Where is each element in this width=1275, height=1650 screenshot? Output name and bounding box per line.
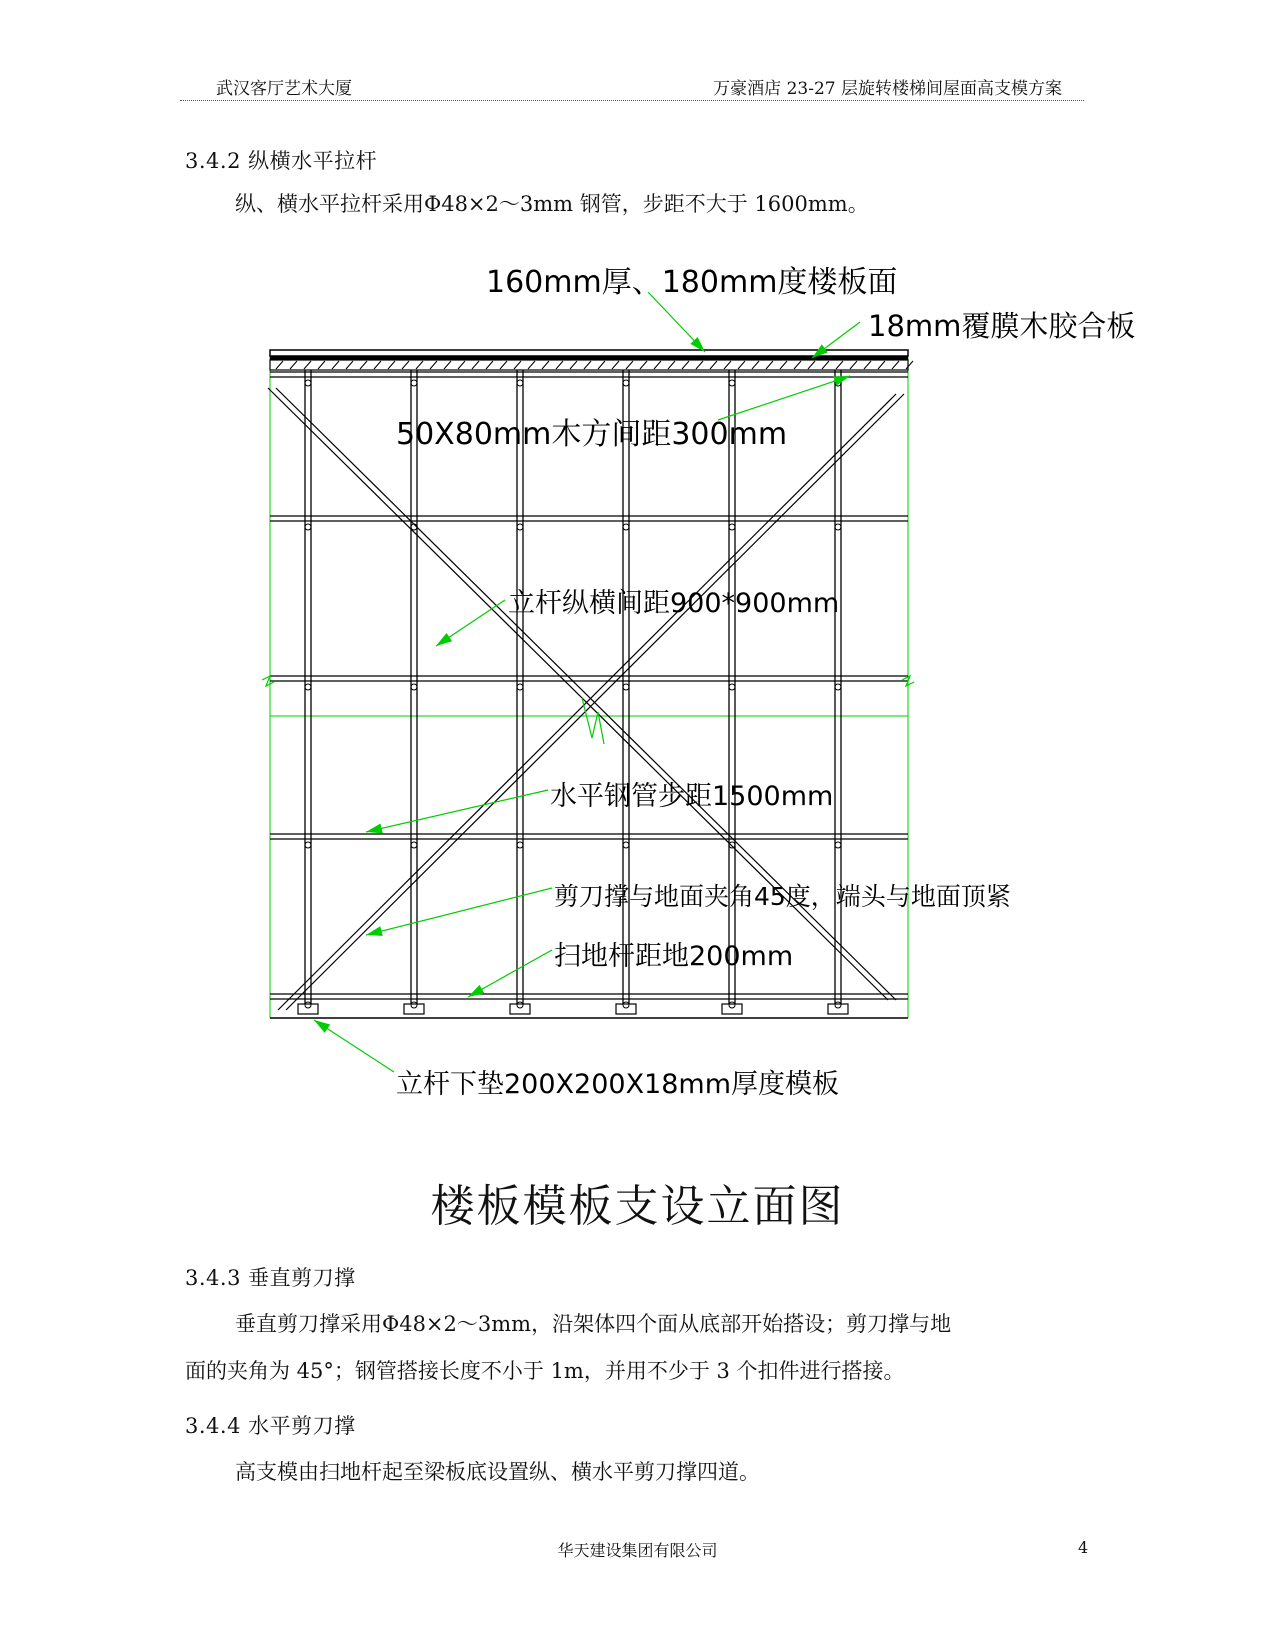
clamp xyxy=(305,842,311,848)
joist-hatch xyxy=(290,361,297,369)
joist-hatch xyxy=(388,361,395,369)
joist-hatch xyxy=(864,361,871,369)
joist-hatch xyxy=(458,361,465,369)
joist-hatch xyxy=(710,361,717,369)
clamp xyxy=(623,842,629,848)
clamp xyxy=(623,684,629,690)
joist-hatch xyxy=(332,361,339,369)
page-number: 4 xyxy=(1078,1538,1089,1557)
joist-hatch xyxy=(612,361,619,369)
leader-joist xyxy=(718,376,850,420)
label-slab: 160mm厚、180mm度楼板面 xyxy=(486,265,898,300)
clamp xyxy=(517,524,523,530)
joist-hatch xyxy=(570,361,577,369)
joist-hatch xyxy=(514,361,521,369)
pole-pad-1 xyxy=(298,1004,318,1014)
slab-surface xyxy=(270,350,908,356)
clamp xyxy=(411,1002,417,1008)
clamp xyxy=(729,842,735,848)
label-pad: 立杆下垫200X200X18mm厚度模板 xyxy=(396,1069,840,1100)
clamp xyxy=(623,1002,629,1008)
joist-hatch xyxy=(682,361,689,369)
clamp xyxy=(305,684,311,690)
joist-hatch xyxy=(304,361,311,369)
joist-hatch xyxy=(486,361,493,369)
clamp xyxy=(729,380,735,386)
section-paragraph-3-4-2: 纵、横水平拉杆采用Φ48×2～3mm 钢管，步距不大于 1600mm。 xyxy=(235,192,869,216)
joist-hatch xyxy=(556,361,563,369)
leader-horizontal-step xyxy=(366,790,548,832)
leader-horizontal-step-arrowhead xyxy=(366,824,383,834)
label-pole-spacing: 立杆纵横间距900*900mm xyxy=(508,588,840,619)
section-heading-3-4-2: 3.4.2 纵横水平拉杆 xyxy=(185,149,378,173)
joist-hatch xyxy=(542,361,549,369)
joist-hatch xyxy=(668,361,675,369)
joist-hatch xyxy=(724,361,731,369)
joist-hatch xyxy=(374,361,381,369)
pole-pad-6 xyxy=(828,1004,848,1014)
joist-hatch xyxy=(402,361,409,369)
clamp xyxy=(411,842,417,848)
joist-hatch xyxy=(696,361,703,369)
clamp xyxy=(517,684,523,690)
joist-hatch xyxy=(752,361,759,369)
joist-hatch xyxy=(500,361,507,369)
pole-pad-5 xyxy=(722,1004,742,1014)
joist-hatch xyxy=(654,361,661,369)
joist-hatch xyxy=(430,361,437,369)
label-sweep: 扫地杆距地200mm xyxy=(554,941,794,972)
leader-sweep-arrowhead xyxy=(468,985,484,997)
clamp xyxy=(411,684,417,690)
clamp xyxy=(835,842,841,848)
joist-hatch xyxy=(416,361,423,369)
label-horizontal-step: 水平钢管步距1500mm xyxy=(550,781,834,812)
joist-hatch xyxy=(794,361,801,369)
section-heading-3-4-4: 3.4.4 水平剪刀撑 xyxy=(185,1414,356,1438)
clamp xyxy=(305,524,311,530)
footer-company: 华天建设集团有限公司 xyxy=(557,1541,718,1560)
label-scissor: 剪刀撑与地面夹角45度，端头与地面顶紧 xyxy=(554,882,1011,911)
break-symbol-center xyxy=(582,698,604,744)
section-heading-3-4-3: 3.4.3 垂直剪刀撑 xyxy=(185,1266,356,1290)
joist-hatch xyxy=(878,361,885,369)
section-paragraph-3-4-3-line1: 垂直剪刀撑采用Φ48×2～3mm，沿架体四个面从底部开始搭设；剪刀撑与地 xyxy=(235,1312,952,1336)
section-paragraph-3-4-3-line2: 面的夹角为 45°；钢管搭接长度不小于 1m，并用不少于 3 个扣件进行搭接。 xyxy=(185,1359,905,1383)
header-left: 武汉客厅艺术大厦 xyxy=(216,79,352,99)
joist-hatch xyxy=(360,361,367,369)
joist-hatch xyxy=(780,361,787,369)
joist-hatch xyxy=(276,361,283,369)
scissor-brace-2-b xyxy=(286,394,904,1010)
label-plywood: 18mm覆膜木胶合板 xyxy=(868,309,1136,343)
joist-layer xyxy=(270,360,908,370)
clamp xyxy=(411,380,417,386)
joist-hatch xyxy=(766,361,773,369)
clamp xyxy=(517,842,523,848)
joist-hatch xyxy=(822,361,829,369)
clamp xyxy=(835,684,841,690)
header-right: 万豪酒店 23-27 层旋转楼梯间屋面高支模方案 xyxy=(713,79,1062,99)
joist-hatch xyxy=(528,361,535,369)
clamp xyxy=(623,380,629,386)
joist-hatch xyxy=(640,361,647,369)
leader-pad-arrowhead xyxy=(314,1020,330,1033)
joist-hatch xyxy=(444,361,451,369)
joist-hatch xyxy=(598,361,605,369)
clamp xyxy=(517,380,523,386)
pole-pad-2 xyxy=(404,1004,424,1014)
joist-hatch xyxy=(892,361,899,369)
clamp xyxy=(729,1002,735,1008)
clamp xyxy=(305,380,311,386)
pole-pad-4 xyxy=(616,1004,636,1014)
clamp xyxy=(729,684,735,690)
joist-hatch xyxy=(906,361,913,369)
joist-hatch xyxy=(850,361,857,369)
pole-pad-3 xyxy=(510,1004,530,1014)
joist-hatch xyxy=(738,361,745,369)
clamp xyxy=(623,524,629,530)
label-joist: 50X80mm木方间距300mm xyxy=(396,417,788,452)
clamp xyxy=(835,1002,841,1008)
joist-hatch xyxy=(346,361,353,369)
clamp xyxy=(305,1002,311,1008)
figure-title: 楼板模板支设立面图 xyxy=(430,1181,845,1232)
leader-pole-spacing-arrowhead xyxy=(436,633,452,646)
clamp xyxy=(729,524,735,530)
clamp xyxy=(517,1002,523,1008)
joist-hatch xyxy=(808,361,815,369)
joist-hatch xyxy=(318,361,325,369)
joist-hatch xyxy=(584,361,591,369)
scissor-brace-2-a xyxy=(278,394,896,1010)
clamp xyxy=(835,524,841,530)
joist-hatch xyxy=(836,361,843,369)
section-paragraph-3-4-4: 高支模由扫地杆起至梁板底设置纵、横水平剪刀撑四道。 xyxy=(235,1460,760,1484)
joist-hatch xyxy=(626,361,633,369)
joist-hatch xyxy=(472,361,479,369)
